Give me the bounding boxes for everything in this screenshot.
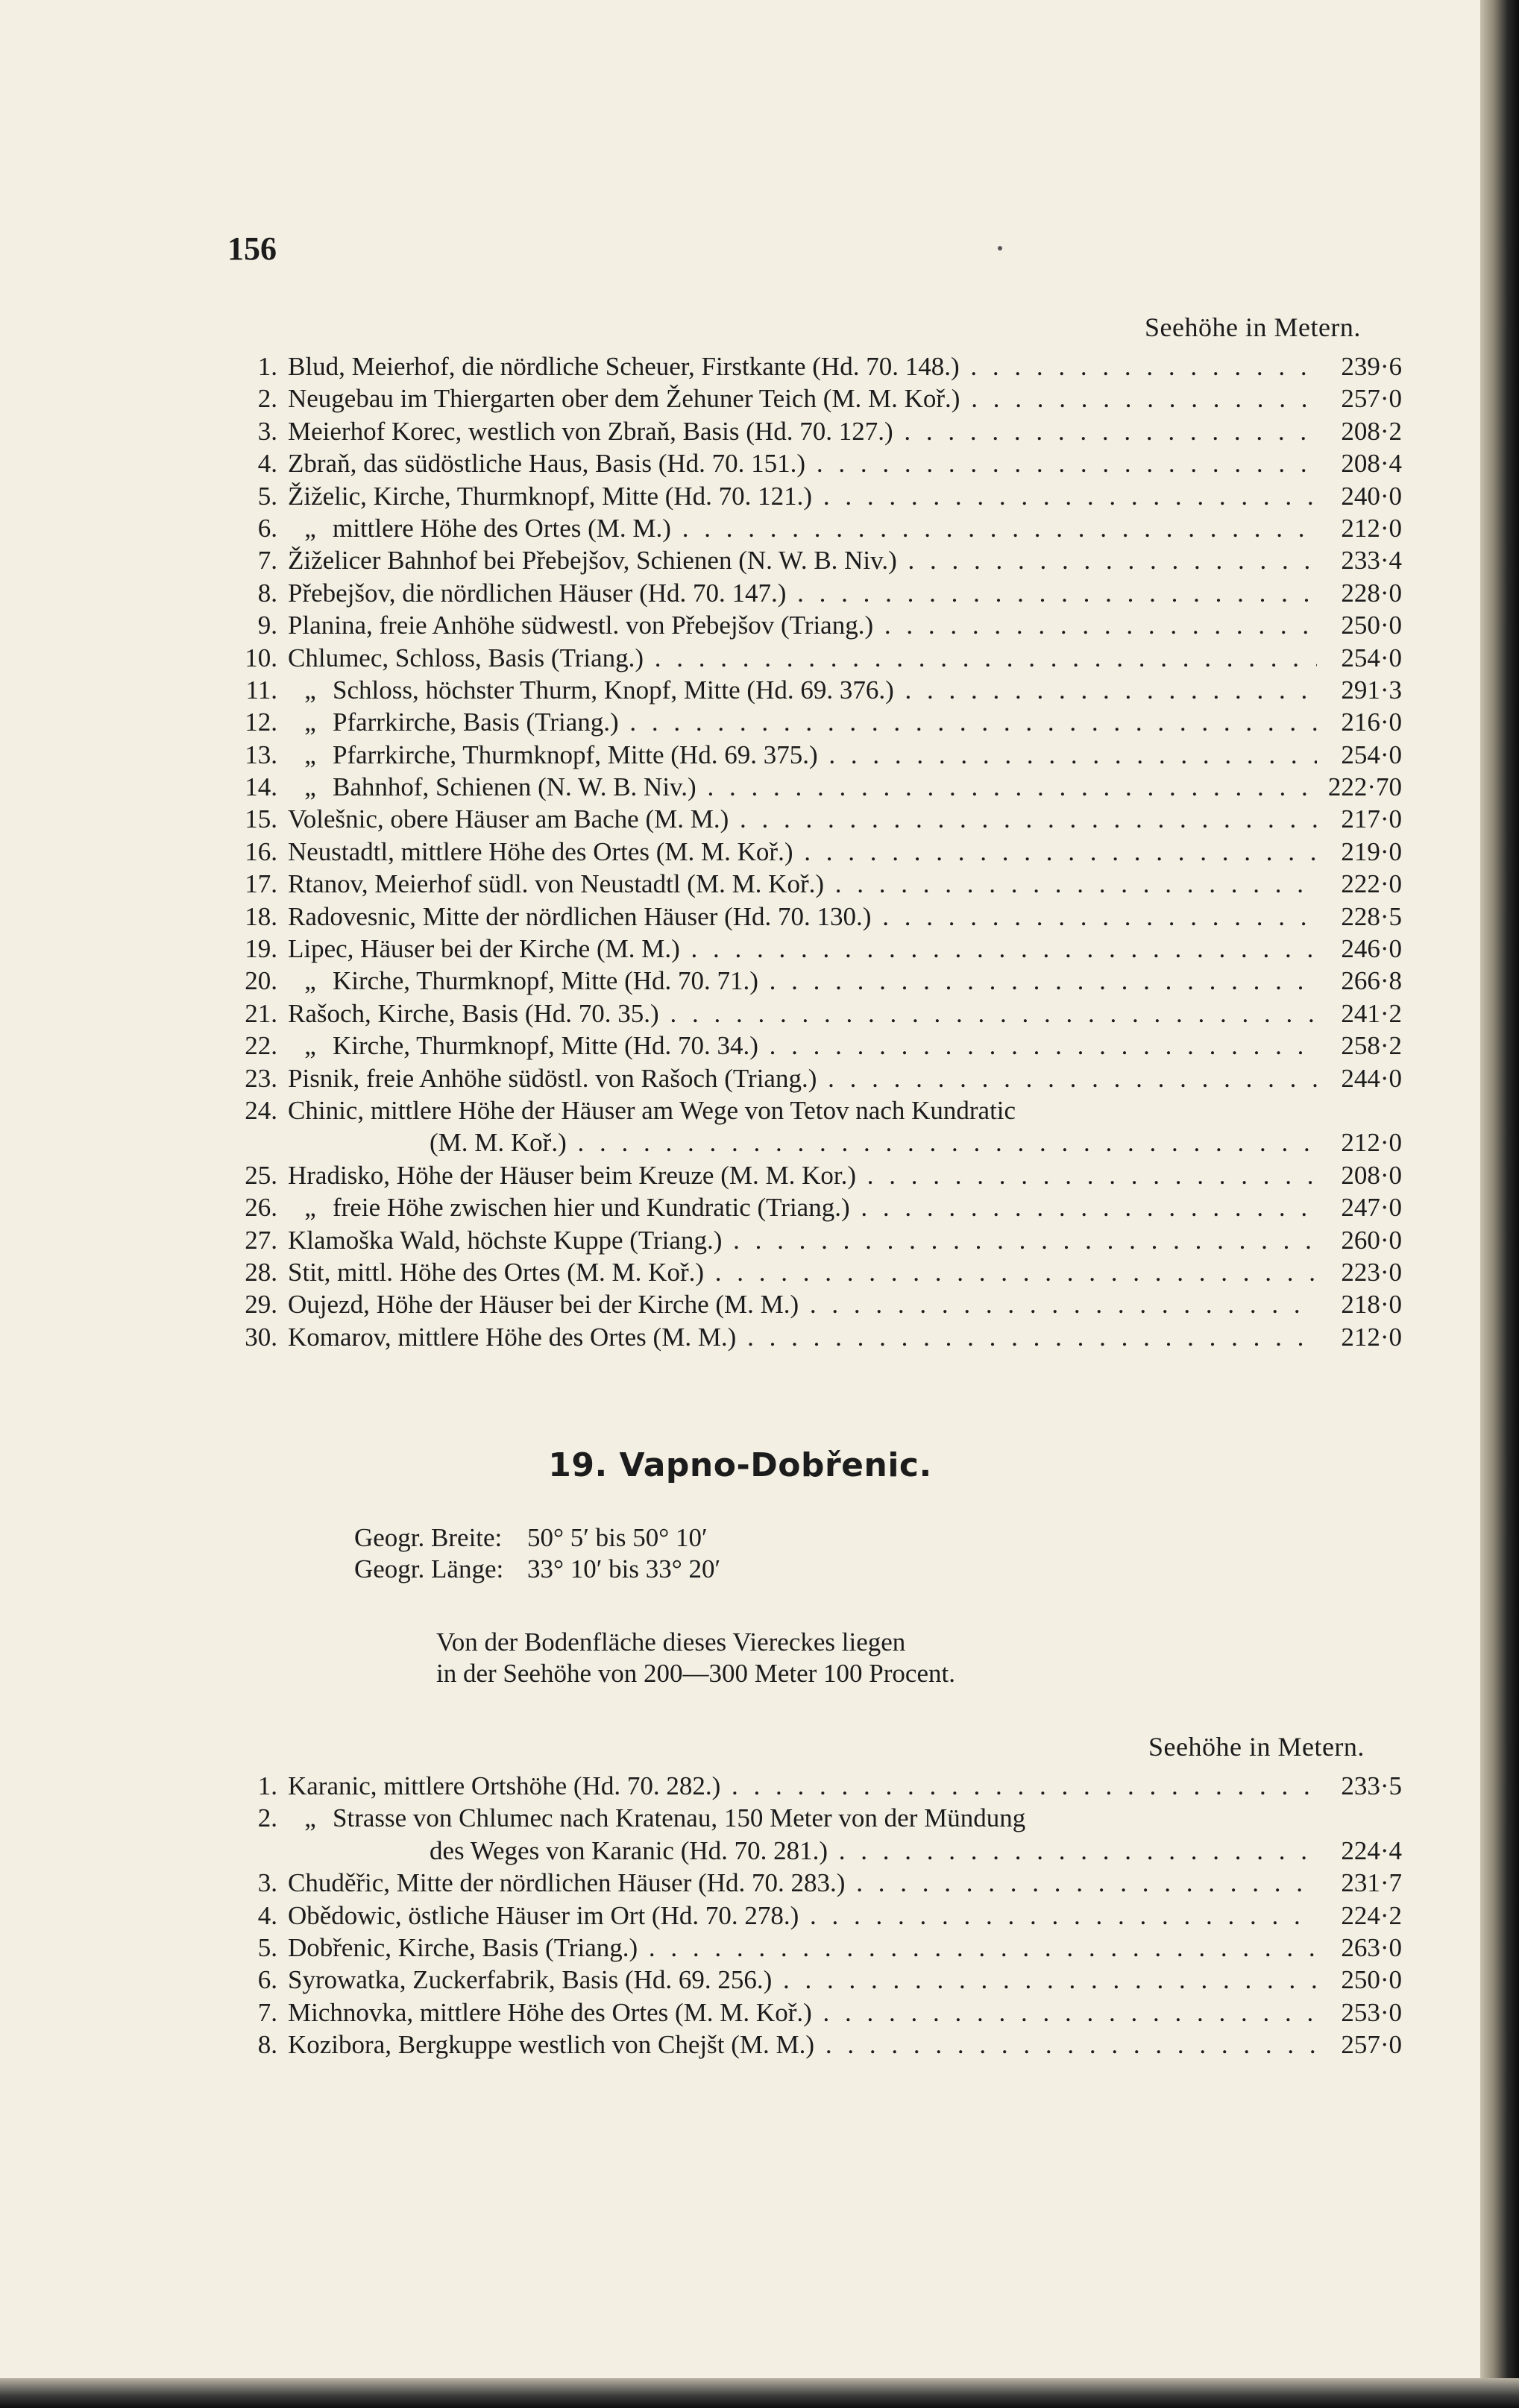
row-text: Michnovka, mittlere Höhe des Ortes (M. M. Koř.) (288, 1997, 812, 2027)
intro-line-2: in der Seehöhe von 200—300 Meter 100 Procent. (436, 1659, 955, 1688)
row-description (288, 1256, 1317, 1288)
row-description (288, 1321, 1317, 1353)
row-description (288, 1964, 1317, 1996)
row-number: 28. (245, 1257, 277, 1287)
upper-column-header: Seehöhe in Metern. (1145, 312, 1361, 342)
row-elevation: 258·2 (1341, 1031, 1402, 1061)
table-row (239, 1224, 1402, 1256)
row-number: 8. (257, 578, 277, 608)
row-number: 21. (245, 998, 277, 1028)
row-number: 3. (257, 1868, 277, 1898)
table-row (239, 901, 1402, 933)
row-elevation: 216·0 (1341, 707, 1402, 737)
row-elevation: 208·4 (1341, 449, 1402, 479)
table-row (239, 836, 1402, 868)
row-number: 7. (257, 1997, 277, 2027)
intro-line-1: Von der Bodenfläche dieses Viereckes liegen (436, 1627, 906, 1657)
row-elevation: 223·0 (1341, 1257, 1402, 1287)
row-number: 7. (257, 546, 277, 576)
row-elevation: 246·0 (1341, 934, 1402, 964)
geo-laenge-value: 33° 10′ bis 33° 20′ (527, 1554, 721, 1583)
table-row (239, 674, 1402, 706)
row-description (288, 1770, 1317, 1802)
row-elevation: 244·0 (1341, 1063, 1402, 1093)
row-description (288, 1126, 1317, 1159)
row-text: Žiželic, Kirche, Thurmknopf, Mitte (Hd. 70. 121.) (288, 481, 813, 511)
row-description (288, 447, 1317, 479)
section-title: 19. Vapno-Dobřenic. (548, 1446, 932, 1484)
table-row (239, 1030, 1402, 1062)
row-elevation: 219·0 (1341, 836, 1402, 866)
table-row (239, 447, 1402, 479)
row-text: Žiželicer Bahnhof bei Přebejšov, Schienen (N. W. B. Niv.) (288, 546, 897, 576)
ditto-mark: „ (304, 675, 316, 705)
row-elevation: 208·0 (1341, 1160, 1402, 1190)
ditto-mark: „ (304, 707, 316, 737)
table-row (239, 577, 1402, 609)
page-number: 156 (227, 230, 277, 267)
geo-laenge-label: Geogr. Länge: (354, 1554, 504, 1583)
row-elevation: 254·0 (1341, 643, 1402, 672)
row-elevation: 224·4 (1341, 1835, 1402, 1865)
row-elevation: 212·0 (1341, 513, 1402, 543)
row-elevation: 208·2 (1341, 416, 1402, 446)
table-row (239, 1770, 1402, 1802)
row-description (288, 1094, 1317, 1126)
row-description (288, 1835, 1317, 1867)
table-row (239, 512, 1402, 544)
row-number: 27. (245, 1225, 277, 1255)
table-row (239, 1288, 1402, 1320)
row-text: Přebejšov, die nördlichen Häuser (Hd. 70. 147.) (288, 578, 787, 608)
row-text: Meierhof Korec, westlich von Zbraň, Basis (Hd. 70. 127.) (288, 416, 893, 446)
row-text: Obědowic, östliche Häuser im Ort (Hd. 70. 278.) (288, 1900, 799, 1930)
row-number: 18. (245, 901, 277, 931)
ditto-mark: „ (304, 966, 316, 996)
row-text: Oujezd, Höhe der Häuser bei der Kirche (M. M.) (288, 1290, 799, 1320)
ditto-mark: „ (304, 1803, 316, 1833)
row-description (288, 836, 1317, 868)
row-elevation: 228·0 (1341, 578, 1402, 608)
row-description (288, 544, 1317, 576)
ditto-mark: „ (304, 1193, 316, 1223)
book-spine-edge (1480, 0, 1519, 2408)
scan-bottom-edge (0, 2378, 1519, 2408)
table-row (239, 1094, 1402, 1126)
row-text: Kozibora, Bergkuppe westlich von Chejšt (M. M.) (288, 2030, 815, 2060)
row-number: 10. (245, 643, 277, 672)
row-elevation: 247·0 (1341, 1193, 1402, 1223)
row-description (288, 1867, 1317, 1899)
table-row (239, 2029, 1402, 2061)
table-row (239, 1867, 1402, 1899)
row-description (288, 803, 1317, 835)
table-row (239, 739, 1402, 771)
row-text: Pfarrkirche, Basis (Triang.) (333, 707, 619, 737)
row-description (288, 609, 1317, 641)
row-description (288, 480, 1317, 512)
row-elevation: 241·2 (1341, 998, 1402, 1028)
table-row (239, 803, 1402, 835)
table-row (239, 1191, 1402, 1223)
row-text: Kirche, Thurmknopf, Mitte (Hd. 70. 71.) (333, 966, 758, 996)
row-elevation: 239·6 (1341, 352, 1402, 381)
row-elevation: 250·0 (1341, 611, 1402, 640)
row-description (288, 1159, 1317, 1191)
table-row (239, 706, 1402, 738)
table-row (239, 544, 1402, 576)
row-number: 2. (257, 1803, 277, 1833)
row-number: 8. (257, 2030, 277, 2060)
row-number: 6. (257, 513, 277, 543)
row-elevation: 217·0 (1341, 804, 1402, 834)
row-text: freie Höhe zwischen hier und Kundratic (Triang.) (333, 1193, 850, 1223)
row-text: Strasse von Chlumec nach Kratenau, 150 Meter von der Mündung (333, 1803, 1026, 1833)
row-elevation: 291·3 (1341, 675, 1402, 705)
table-row (239, 933, 1402, 965)
row-number: 1. (257, 352, 277, 381)
row-description (288, 1900, 1317, 1932)
row-elevation: 212·0 (1341, 1322, 1402, 1352)
row-number: 25. (245, 1160, 277, 1190)
row-description (288, 1224, 1317, 1256)
row-elevation: 233·5 (1341, 1771, 1402, 1800)
row-text: Volešnic, obere Häuser am Bache (M. M.) (288, 804, 729, 834)
table-row (239, 642, 1402, 674)
row-elevation: 263·0 (1341, 1932, 1402, 1962)
row-text: Planina, freie Anhöhe südwestl. von Přebejšov (Triang.) (288, 611, 874, 640)
ditto-mark: „ (304, 772, 316, 802)
row-elevation: 222·0 (1341, 869, 1402, 899)
row-number: 22. (245, 1031, 277, 1061)
row-text: Kirche, Thurmknopf, Mitte (Hd. 70. 34.) (333, 1031, 758, 1061)
row-description (288, 350, 1317, 382)
row-text: Bahnhof, Schienen (N. W. B. Niv.) (333, 772, 696, 802)
row-number: 30. (245, 1322, 277, 1352)
table-row (239, 609, 1402, 641)
row-elevation: 257·0 (1341, 384, 1402, 414)
row-elevation: 228·5 (1341, 901, 1402, 931)
row-text: Syrowatka, Zuckerfabrik, Basis (Hd. 69. 256.) (288, 1965, 773, 1995)
row-text: des Weges von Karanic (Hd. 70. 281.) (430, 1835, 828, 1865)
row-number: 17. (245, 869, 277, 899)
row-text: Lipec, Häuser bei der Kirche (M. M.) (288, 934, 680, 964)
row-text: Radovesnic, Mitte der nördlichen Häuser (Hd. 70. 130.) (288, 901, 872, 931)
row-elevation: 222·70 (1327, 772, 1402, 802)
row-number: 11. (245, 675, 277, 705)
row-elevation: 231·7 (1341, 1868, 1402, 1898)
row-text: Chuděřic, Mitte der nördlichen Häuser (Hd. 70. 283.) (288, 1868, 846, 1898)
row-number: 15. (245, 804, 277, 834)
row-text: Neugebau im Thiergarten ober dem Žehuner Teich (M. M. Koř.) (288, 384, 960, 414)
geo-breite-value: 50° 5′ bis 50° 10′ (527, 1523, 708, 1552)
lower-column-header: Seehöhe in Metern. (1148, 1732, 1365, 1762)
row-text: Hradisko, Höhe der Häuser beim Kreuze (M. M. Kor.) (288, 1160, 857, 1190)
row-text: Pisnik, freie Anhöhe südöstl. von Rašoch (Triang.) (288, 1063, 817, 1093)
table-row (239, 1900, 1402, 1932)
lower-elevation-table (239, 1770, 1402, 2061)
row-text: Rtanov, Meierhof südl. von Neustadtl (M. M. Koř.) (288, 869, 825, 899)
table-row (239, 415, 1402, 447)
row-description (288, 642, 1317, 674)
row-text: Stit, mittl. Höhe des Ortes (M. M. Koř.) (288, 1257, 705, 1287)
row-number: 4. (257, 449, 277, 479)
row-number: 26. (245, 1193, 277, 1223)
table-row (239, 1256, 1402, 1288)
row-description (288, 1288, 1317, 1320)
row-elevation: 240·0 (1341, 481, 1402, 511)
row-description (288, 706, 1317, 738)
row-number: 13. (245, 740, 277, 769)
row-elevation: 260·0 (1341, 1225, 1402, 1255)
row-description (288, 1802, 1317, 1834)
row-description (288, 739, 1317, 771)
table-row (239, 965, 1402, 997)
row-text: (M. M. Koř.) (430, 1128, 567, 1158)
row-text: Neustadtl, mittlere Höhe des Ortes (M. M. Koř.) (288, 836, 793, 866)
row-number: 5. (257, 1932, 277, 1962)
table-row (239, 1996, 1402, 2029)
row-elevation: 266·8 (1341, 966, 1402, 996)
row-description (288, 1932, 1317, 1964)
table-row (239, 382, 1402, 415)
row-number: 5. (257, 481, 277, 511)
ditto-mark: „ (304, 740, 316, 769)
row-text: Pfarrkirche, Thurmknopf, Mitte (Hd. 69. 375.) (333, 740, 818, 769)
table-row (239, 1932, 1402, 1964)
row-description (288, 1996, 1317, 2029)
row-number: 19. (245, 934, 277, 964)
table-row (239, 771, 1402, 803)
table-row (239, 1964, 1402, 1996)
table-row (239, 1159, 1402, 1191)
row-number: 16. (245, 836, 277, 866)
row-text: Dobřenic, Kirche, Basis (Triang.) (288, 1932, 638, 1962)
table-row (239, 1062, 1402, 1094)
row-text: Klamoška Wald, höchste Kuppe (Triang.) (288, 1225, 723, 1255)
row-number: 29. (245, 1290, 277, 1320)
upper-elevation-table (239, 350, 1402, 1353)
table-row (239, 1835, 1402, 1867)
geo-breite (354, 1522, 708, 1554)
row-description (288, 415, 1317, 447)
row-text: Schloss, höchster Thurm, Knopf, Mitte (Hd. 69. 376.) (333, 675, 894, 705)
row-description (288, 901, 1317, 933)
row-number: 3. (257, 416, 277, 446)
row-description (288, 1062, 1317, 1094)
row-number: 6. (257, 1965, 277, 1995)
row-description (288, 674, 1317, 706)
row-text: Chinic, mittlere Höhe der Häuser am Wege von Tetov nach Kundratic (288, 1095, 1016, 1125)
row-text: Chlumec, Schloss, Basis (Triang.) (288, 643, 644, 672)
row-number: 12. (245, 707, 277, 737)
row-elevation: 257·0 (1341, 2030, 1402, 2060)
row-description (288, 2029, 1317, 2061)
row-text: Komarov, mittlere Höhe des Ortes (M. M.) (288, 1322, 737, 1352)
table-row (239, 997, 1402, 1030)
row-text: Blud, Meierhof, die nördliche Scheuer, Firstkante (Hd. 70. 148.) (288, 352, 960, 381)
row-description (288, 868, 1317, 900)
row-text: Zbraň, das südöstliche Haus, Basis (Hd. 70. 151.) (288, 449, 806, 479)
geo-laenge (354, 1554, 720, 1585)
row-number: 9. (257, 611, 277, 640)
row-text: mittlere Höhe des Ortes (M. M.) (333, 513, 671, 543)
table-row (239, 868, 1402, 900)
row-description (288, 933, 1317, 965)
row-number: 14. (245, 772, 277, 802)
row-text: Rašoch, Kirche, Basis (Hd. 70. 35.) (288, 998, 659, 1028)
table-row (239, 1321, 1402, 1353)
ditto-mark: „ (304, 1031, 316, 1061)
table-row (239, 350, 1402, 382)
table-row (239, 480, 1402, 512)
table-row (239, 1126, 1402, 1159)
row-number: 20. (245, 966, 277, 996)
row-description (288, 1191, 1317, 1223)
row-number: 24. (245, 1095, 277, 1125)
ink-speck (998, 246, 1002, 250)
row-number: 23. (245, 1063, 277, 1093)
row-number: 2. (257, 384, 277, 414)
row-description (288, 997, 1317, 1030)
row-description (288, 771, 1317, 803)
row-elevation: 254·0 (1341, 740, 1402, 769)
row-elevation: 250·0 (1341, 1965, 1402, 1995)
row-description (288, 577, 1317, 609)
row-elevation: 233·4 (1341, 546, 1402, 576)
row-description (288, 382, 1317, 415)
row-number: 4. (257, 1900, 277, 1930)
row-description (288, 512, 1317, 544)
table-row (239, 1802, 1402, 1834)
row-elevation: 212·0 (1341, 1128, 1402, 1158)
row-number: 1. (257, 1771, 277, 1800)
row-elevation: 224·2 (1341, 1900, 1402, 1930)
row-description (288, 1030, 1317, 1062)
row-elevation: 218·0 (1341, 1290, 1402, 1320)
ditto-mark: „ (304, 513, 316, 543)
row-description (288, 965, 1317, 997)
geo-breite-label: Geogr. Breite: (354, 1523, 503, 1552)
row-elevation: 253·0 (1341, 1997, 1402, 2027)
row-text: Karanic, mittlere Ortshöhe (Hd. 70. 282.) (288, 1771, 721, 1800)
